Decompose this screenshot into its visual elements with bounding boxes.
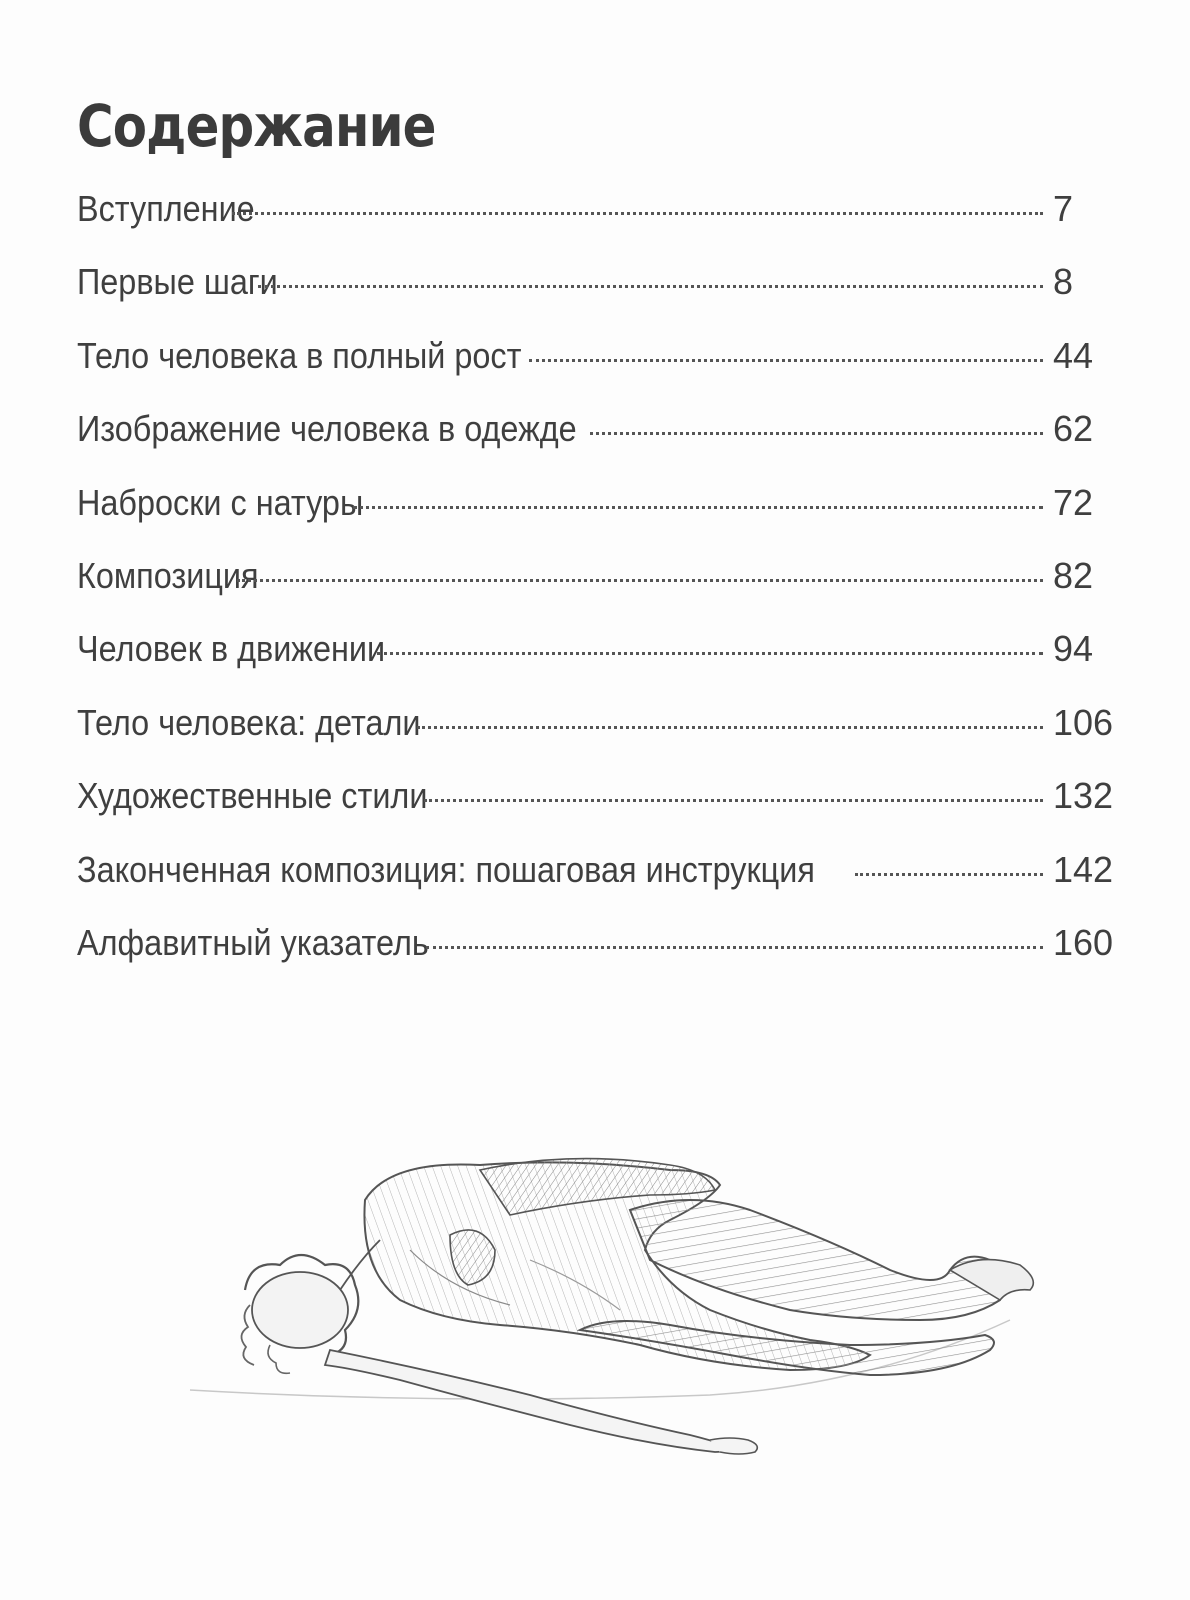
toc-dot-leader (237, 579, 1043, 582)
toc-dot-leader (855, 873, 1043, 876)
toc-dot-leader (529, 359, 1043, 362)
toc-entry (77, 775, 1119, 848)
toc-dot-leader (590, 432, 1043, 435)
toc-dot-leader (232, 212, 1043, 215)
toc-entry-label: Художественные стили (77, 775, 428, 817)
toc-page-number: 106 (1053, 701, 1114, 743)
toc-entry-label: Тело человека: детали (77, 701, 421, 743)
toc-page-number: 8 (1053, 261, 1074, 303)
toc-entry (77, 335, 1119, 408)
toc-entry (77, 408, 1119, 481)
toc-entry-label: Изображение человека в одежде (77, 408, 577, 450)
toc-entry (77, 188, 1119, 261)
table-of-contents (77, 188, 1119, 995)
toc-page-number: 142 (1053, 848, 1114, 890)
toc-entry (77, 922, 1119, 995)
page-title: Содержание (77, 92, 436, 160)
toc-entry (77, 702, 1119, 775)
toc-dot-leader (424, 799, 1043, 802)
toc-entry-label: Наброски с натуры (77, 481, 364, 523)
toc-entry (77, 482, 1119, 555)
toc-entry-label: Человек в движении (77, 628, 386, 670)
toc-entry (77, 261, 1119, 334)
toc-entry-label: Тело человека в полный рост (77, 334, 522, 376)
toc-page-number: 82 (1053, 554, 1094, 596)
reclining-figure-sketch-icon (150, 1140, 1060, 1500)
toc-dot-leader (417, 726, 1043, 729)
toc-entry-label: Вступление (77, 188, 255, 229)
toc-dot-leader (353, 506, 1043, 509)
toc-dot-leader (426, 946, 1043, 949)
toc-dot-leader (258, 285, 1043, 288)
toc-page-number: 132 (1053, 775, 1114, 817)
toc-entry-label: Алфавитный указатель (77, 921, 429, 963)
toc-entry (77, 628, 1119, 701)
toc-page-number: 72 (1053, 481, 1094, 523)
toc-entry-label: Законченная композиция: пошаговая инструкция (77, 848, 815, 890)
toc-entry (77, 555, 1119, 628)
toc-dot-leader (377, 652, 1043, 655)
toc-page-number: 7 (1053, 188, 1074, 229)
toc-entry-label: Композиция (77, 554, 259, 596)
toc-page-number: 94 (1053, 628, 1094, 670)
toc-page-number: 62 (1053, 408, 1094, 450)
toc-page-number: 160 (1053, 921, 1114, 963)
toc-entry-label: Первые шаги (77, 261, 278, 303)
toc-entry (77, 849, 1119, 922)
toc-page-number: 44 (1053, 334, 1094, 376)
